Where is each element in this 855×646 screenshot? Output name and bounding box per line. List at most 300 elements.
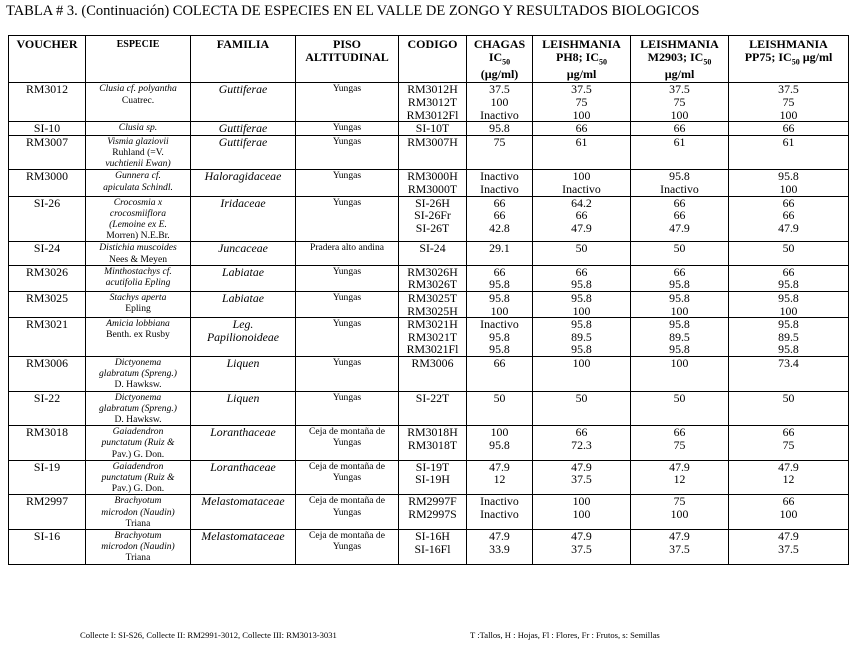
cell-chagas-line: 66 (493, 208, 506, 223)
cell-especie (86, 391, 191, 426)
cell-ph8 (533, 529, 631, 564)
cell-especie-line: vuchtienii Ewan) (105, 158, 171, 170)
cell-chagas-line: 75 (493, 134, 506, 149)
cell-pp75 (729, 170, 849, 196)
cell-ph8-line: 100 (572, 169, 591, 184)
cell-voucher: RM3026 (9, 265, 86, 291)
cell-especie-line: acutifolia Epling (105, 276, 171, 288)
cell-piso (296, 495, 399, 530)
cell-voucher: RM3018 (9, 426, 86, 461)
cell-chagas-line: Inactivo (480, 494, 519, 509)
cell-piso (296, 196, 399, 242)
cell-ph8-line: 100 (572, 107, 591, 122)
cell-especie (86, 529, 191, 564)
cell-ph8 (533, 122, 631, 136)
cell-piso-line: Yungas (332, 356, 362, 368)
cell-chagas (467, 242, 533, 265)
cell-m2903-line: 37.5 (669, 82, 690, 97)
cell-familia (191, 265, 296, 291)
cell-ph8-line: 95.8 (571, 342, 592, 357)
cell-chagas-line: 66 (493, 355, 506, 370)
cell-ph8-line: 37.5 (571, 82, 592, 97)
table-row (9, 170, 849, 196)
cell-chagas-line: 100 (490, 303, 509, 318)
cell-ph8-line: 66 (575, 208, 588, 223)
cell-familia (191, 291, 296, 317)
cell-especie-line: Dictyonema (114, 391, 162, 403)
cell-codigo-line: RM3021T (407, 329, 458, 344)
cell-m2903-line: 47.9 (669, 459, 690, 474)
cell-familia-line: Loranthaceae (210, 459, 276, 474)
cell-pp75 (729, 291, 849, 317)
header-especie: ESPECIE (86, 36, 191, 83)
cell-codigo (399, 170, 467, 196)
cell-pp75-line: 66 (782, 264, 795, 279)
cell-chagas-line: 95.8 (489, 437, 510, 452)
cell-ph8-line: 64.2 (571, 195, 592, 210)
cell-codigo-line: SI-16Fl (414, 541, 451, 556)
cell-especie-line: D. Hawksw. (114, 413, 162, 425)
cell-m2903-line: 75 (673, 94, 686, 109)
cell-codigo-line: RM3018T (407, 437, 458, 452)
cell-piso (296, 391, 399, 426)
header-chagas: CHAGAS $IC_{50}$ (µg/ml) (467, 36, 533, 83)
cell-pp75-line: 50 (782, 390, 795, 405)
cell-familia (191, 529, 296, 564)
cell-pp75-line: 75 (782, 437, 795, 452)
cell-piso-line: Ceja de montaña de (309, 495, 385, 507)
cell-piso-line: Yungas (332, 437, 362, 449)
cell-pp75-line: 12 (782, 472, 795, 487)
table-row (9, 265, 849, 291)
cell-especie-line: Vismia glaziovii (107, 135, 169, 147)
table-row (9, 318, 849, 357)
header-leishmania-pp75: LEISHMANIA PP75; $IC_{50}$ µg/ml (729, 36, 849, 83)
cell-codigo (399, 242, 467, 265)
cell-m2903 (631, 170, 729, 196)
cell-chagas-line: 95.8 (489, 329, 510, 344)
cell-m2903-line: 95.8 (669, 169, 690, 184)
cell-m2903-line: 95.8 (669, 290, 690, 305)
cell-familia-line: Labiatae (222, 264, 264, 279)
cell-pp75-line: 66 (782, 208, 795, 223)
cell-ph8-line: 100 (572, 506, 591, 521)
cell-chagas-line: 33.9 (489, 541, 510, 556)
cell-familia-line: Guttiferae (218, 82, 268, 97)
cell-especie-line: Brachyotum (114, 495, 162, 507)
cell-ph8-line: 66 (575, 264, 588, 279)
cell-especie-line: Triana (125, 552, 151, 564)
cell-ph8-line: 66 (575, 121, 588, 136)
cell-m2903 (631, 83, 729, 122)
cell-familia (191, 460, 296, 495)
cell-piso (296, 529, 399, 564)
cell-especie (86, 356, 191, 391)
cell-chagas (467, 426, 533, 461)
cell-m2903-line: 61 (673, 134, 686, 149)
cell-pp75 (729, 356, 849, 391)
cell-especie (86, 83, 191, 122)
cell-chagas-line: 37.5 (489, 82, 510, 97)
cell-chagas-line: Inactivo (480, 317, 519, 332)
cell-m2903 (631, 356, 729, 391)
cell-familia (191, 170, 296, 196)
cell-pp75-line: 95.8 (778, 342, 799, 357)
cell-especie-line: Crocosmia x (113, 196, 163, 208)
cell-voucher: RM3012 (9, 83, 86, 122)
cell-chagas (467, 391, 533, 426)
cell-m2903 (631, 391, 729, 426)
header-row (9, 36, 849, 83)
cell-ph8 (533, 426, 631, 461)
cell-m2903-line: 50 (673, 241, 686, 256)
cell-ph8 (533, 242, 631, 265)
cell-piso (296, 356, 399, 391)
cell-familia-line: Melastomataceae (201, 528, 285, 543)
table-row (9, 529, 849, 564)
cell-m2903 (631, 265, 729, 291)
cell-especie (86, 265, 191, 291)
cell-voucher: SI-26 (9, 196, 86, 242)
cell-especie (86, 291, 191, 317)
cell-m2903-line: 50 (673, 390, 686, 405)
cell-codigo-line: RM3000T (407, 181, 458, 196)
cell-codigo (399, 495, 467, 530)
cell-piso-line: Ceja de montaña de (309, 426, 385, 438)
cell-piso-line: Yungas (332, 265, 362, 277)
cell-ph8-line: 61 (575, 134, 588, 149)
cell-chagas (467, 495, 533, 530)
table-row (9, 426, 849, 461)
cell-m2903-line: 95.8 (669, 277, 690, 292)
table-row (9, 83, 849, 122)
cell-m2903-line: 66 (673, 195, 686, 210)
cell-codigo-line: RM3018H (407, 425, 458, 440)
cell-piso-line: Yungas (332, 122, 362, 134)
cell-m2903-line: 75 (673, 437, 686, 452)
cell-especie-line: Cuatrec. (121, 94, 155, 106)
cell-familia (191, 135, 296, 170)
cell-pp75-line: 66 (782, 425, 795, 440)
cell-pp75-line: 47.9 (778, 220, 799, 235)
cell-codigo-line: SI-26Fr (414, 208, 451, 223)
cell-ph8-line: 47.9 (571, 220, 592, 235)
cell-especie-line: Clusia sp. (118, 122, 158, 134)
header-familia: FAMILIA (191, 36, 296, 83)
cell-ph8-line: 95.8 (571, 277, 592, 292)
cell-m2903 (631, 135, 729, 170)
cell-codigo-line: RM3012H (407, 82, 458, 97)
cell-chagas-line: 29.1 (489, 241, 510, 256)
cell-familia (191, 426, 296, 461)
cell-piso (296, 83, 399, 122)
cell-voucher: SI-10 (9, 122, 86, 136)
cell-codigo-line: RM3012Fl (406, 107, 459, 122)
cell-voucher: SI-24 (9, 242, 86, 265)
cell-familia (191, 122, 296, 136)
cell-chagas-line: 47.9 (489, 459, 510, 474)
cell-especie-line: Brachyotum (114, 529, 162, 541)
cell-pp75-line: 66 (782, 195, 795, 210)
cell-pp75 (729, 460, 849, 495)
footer-abbreviations: T :Tallos, H : Hojas, Fl : Flores, Fr : Frutos, s: Semillas (470, 630, 660, 640)
cell-m2903 (631, 318, 729, 357)
cell-chagas-line: 95.8 (489, 342, 510, 357)
cell-chagas-line: 66 (493, 264, 506, 279)
cell-especie-line: crocosmiiflora (109, 207, 167, 219)
cell-ph8-line: 100 (572, 303, 591, 318)
cell-familia (191, 196, 296, 242)
cell-chagas-line: 50 (493, 390, 506, 405)
cell-piso (296, 265, 399, 291)
cell-piso-line: Yungas (332, 291, 362, 303)
cell-m2903-line: 47.9 (669, 528, 690, 543)
cell-piso (296, 135, 399, 170)
cell-especie (86, 426, 191, 461)
cell-familia-line: Iridaceae (220, 195, 266, 210)
cell-codigo-line: RM3026T (407, 277, 458, 292)
cell-pp75 (729, 529, 849, 564)
cell-especie-line: punctatum (Ruiz & (101, 471, 175, 483)
cell-piso-line: Yungas (332, 83, 362, 95)
footer-collecte-note: Collecte I: SI-S26, Collecte II: RM2991-3012, Collecte III: RM3013-3031 (80, 630, 337, 640)
cell-piso-line: Yungas (332, 196, 362, 208)
cell-piso-line: Ceja de montaña de (309, 529, 385, 541)
cell-pp75-line: 73.4 (778, 355, 799, 370)
cell-especie-line: Amicia lobbiana (106, 318, 170, 330)
cell-pp75-line: 95.8 (778, 169, 799, 184)
cell-especie-line: apiculata Schindl. (103, 181, 173, 193)
cell-codigo (399, 291, 467, 317)
cell-familia-line: Leg. (232, 317, 254, 332)
cell-pp75 (729, 318, 849, 357)
cell-m2903 (631, 196, 729, 242)
cell-m2903 (631, 460, 729, 495)
cell-chagas-line: 42.8 (489, 220, 510, 235)
cell-especie-line: glabratum (Spreng.) (99, 402, 177, 414)
cell-codigo-line: SI-26T (415, 220, 450, 235)
cell-especie-line: D. Hawksw. (114, 379, 162, 391)
cell-ph8 (533, 495, 631, 530)
cell-especie-line: Ruhland (=V. (112, 146, 164, 158)
cell-codigo (399, 318, 467, 357)
cell-voucher: SI-22 (9, 391, 86, 426)
cell-chagas-line: 66 (493, 195, 506, 210)
cell-chagas (467, 196, 533, 242)
cell-ph8-line: 37.5 (571, 541, 592, 556)
cell-voucher: RM3025 (9, 291, 86, 317)
cell-chagas-line: Inactivo (480, 506, 519, 521)
cell-codigo-line: RM2997F (408, 494, 457, 509)
table-title: TABLA # 3. (Continuación) COLECTA DE ESPECIES EN EL VALLE DE ZONGO Y RESULTADOS BIOLOGICOS (6, 3, 700, 19)
cell-m2903 (631, 242, 729, 265)
cell-pp75 (729, 83, 849, 122)
cell-codigo-line: RM3021H (407, 317, 458, 332)
cell-especie-line: Gaiadendron (112, 426, 164, 438)
cell-codigo (399, 391, 467, 426)
cell-piso (296, 460, 399, 495)
cell-especie-line: Dictyonema (114, 356, 162, 368)
cell-chagas (467, 529, 533, 564)
cell-pp75 (729, 426, 849, 461)
cell-m2903-line: 66 (673, 121, 686, 136)
cell-m2903-line: 100 (670, 107, 689, 122)
cell-codigo-line: RM3000H (407, 169, 458, 184)
cell-pp75-line: 66 (782, 121, 795, 136)
table-row (9, 356, 849, 391)
cell-especie-line: Distichia muscoides (99, 242, 177, 254)
cell-pp75-line: 47.9 (778, 528, 799, 543)
cell-familia (191, 495, 296, 530)
cell-especie (86, 495, 191, 530)
cell-voucher: RM3007 (9, 135, 86, 170)
cell-pp75-line: 75 (782, 94, 795, 109)
cell-especie-line: Stachys aperta (109, 291, 167, 303)
cell-piso (296, 291, 399, 317)
cell-pp75 (729, 122, 849, 136)
cell-piso-line: Pradera alto andina (309, 242, 385, 254)
cell-chagas (467, 170, 533, 196)
cell-familia-line: Haloragidaceae (204, 169, 282, 184)
cell-chagas (467, 460, 533, 495)
cell-familia-line: Liquen (226, 390, 260, 405)
cell-especie (86, 122, 191, 136)
cell-codigo (399, 529, 467, 564)
cell-especie-line: Benth. ex Rusby (106, 329, 170, 341)
cell-chagas-line: 95.8 (489, 121, 510, 136)
cell-ph8-line: 37.5 (571, 472, 592, 487)
cell-ph8-line: 95.8 (571, 290, 592, 305)
cell-especie-line: Clusia cf. polyantha (99, 83, 177, 95)
cell-piso (296, 122, 399, 136)
cell-familia-line: Guttiferae (218, 134, 268, 149)
cell-familia-line: Papilionoideae (206, 329, 280, 344)
cell-familia (191, 83, 296, 122)
table-row (9, 196, 849, 242)
cell-codigo-line: RM2997S (408, 506, 457, 521)
header-leishmania-m2903: LEISHMANIA M2903; $IC_{50}$ µg/ml (631, 36, 729, 83)
cell-piso (296, 242, 399, 265)
cell-pp75 (729, 196, 849, 242)
cell-ph8-line: 47.9 (571, 459, 592, 474)
cell-ph8 (533, 318, 631, 357)
cell-pp75-line: 89.5 (778, 329, 799, 344)
cell-especie (86, 135, 191, 170)
cell-m2903-line: 12 (673, 472, 686, 487)
cell-especie-line: (Lemoine ex E. (109, 218, 167, 230)
cell-chagas-line: Inactivo (480, 169, 519, 184)
cell-ph8-line: 66 (575, 425, 588, 440)
cell-ph8-line: 95.8 (571, 317, 592, 332)
cell-especie-line: Nees & Meyen (108, 253, 168, 265)
cell-especie (86, 460, 191, 495)
cell-especie (86, 242, 191, 265)
cell-codigo-line: SI-19T (415, 459, 450, 474)
cell-pp75-line: 66 (782, 494, 795, 509)
cell-especie-line: Morren) N.E.Br. (106, 230, 170, 242)
cell-codigo-line: SI-26H (415, 195, 450, 210)
cell-especie-line: Epling (125, 303, 151, 315)
table-row (9, 122, 849, 136)
table-row (9, 391, 849, 426)
cell-chagas-line: 47.9 (489, 528, 510, 543)
cell-ph8-line: 50 (575, 390, 588, 405)
cell-piso-line: Yungas (332, 391, 362, 403)
cell-pp75-line: 100 (779, 107, 798, 122)
cell-piso-line: Ceja de montaña de (309, 460, 385, 472)
cell-chagas (467, 83, 533, 122)
cell-piso (296, 426, 399, 461)
results-table (8, 35, 849, 565)
cell-ph8 (533, 265, 631, 291)
cell-piso (296, 318, 399, 357)
cell-codigo (399, 356, 467, 391)
cell-m2903-line: 37.5 (669, 541, 690, 556)
cell-pp75-line: 95.8 (778, 290, 799, 305)
cell-familia-line: Juncaceae (218, 241, 268, 256)
cell-piso (296, 170, 399, 196)
cell-chagas-line: Inactivo (480, 107, 519, 122)
cell-pp75-line: 37.5 (778, 541, 799, 556)
cell-chagas-line: 100 (490, 425, 509, 440)
cell-ph8-line: 89.5 (571, 329, 592, 344)
cell-pp75 (729, 495, 849, 530)
cell-m2903 (631, 495, 729, 530)
cell-chagas (467, 122, 533, 136)
cell-pp75-line: 61 (782, 134, 795, 149)
cell-codigo-line: SI-22T (415, 390, 450, 405)
cell-codigo-line: RM3025T (407, 290, 458, 305)
cell-m2903-line: 100 (670, 303, 689, 318)
cell-pp75-line: 100 (779, 506, 798, 521)
cell-pp75-line: 100 (779, 303, 798, 318)
table-row (9, 291, 849, 317)
table-row (9, 460, 849, 495)
cell-piso-line: Yungas (332, 541, 362, 553)
cell-voucher: SI-16 (9, 529, 86, 564)
cell-m2903 (631, 529, 729, 564)
cell-pp75-line: 100 (779, 181, 798, 196)
cell-ph8 (533, 291, 631, 317)
cell-codigo (399, 460, 467, 495)
cell-m2903 (631, 291, 729, 317)
cell-ph8 (533, 196, 631, 242)
cell-codigo-line: SI-10T (415, 121, 450, 136)
cell-voucher: RM3021 (9, 318, 86, 357)
cell-codigo-line: SI-24 (419, 241, 446, 256)
cell-pp75-line: 37.5 (778, 82, 799, 97)
cell-piso-line: Yungas (332, 506, 362, 518)
cell-m2903-line: Inactivo (660, 181, 699, 196)
cell-m2903-line: 100 (670, 506, 689, 521)
cell-especie (86, 196, 191, 242)
cell-piso-line: Yungas (332, 318, 362, 330)
cell-familia-line: Melastomataceae (201, 494, 285, 509)
cell-ph8 (533, 391, 631, 426)
cell-chagas (467, 291, 533, 317)
cell-m2903-line: 75 (673, 494, 686, 509)
cell-chagas-line: 100 (490, 94, 509, 109)
cell-pp75-line: 50 (782, 241, 795, 256)
cell-codigo-line: SI-19H (415, 472, 450, 487)
cell-codigo-line: RM3026H (407, 264, 458, 279)
cell-voucher: RM3006 (9, 356, 86, 391)
cell-codigo-line: SI-16H (415, 528, 450, 543)
cell-pp75 (729, 391, 849, 426)
table-row (9, 242, 849, 265)
cell-especie (86, 318, 191, 357)
cell-voucher: SI-19 (9, 460, 86, 495)
